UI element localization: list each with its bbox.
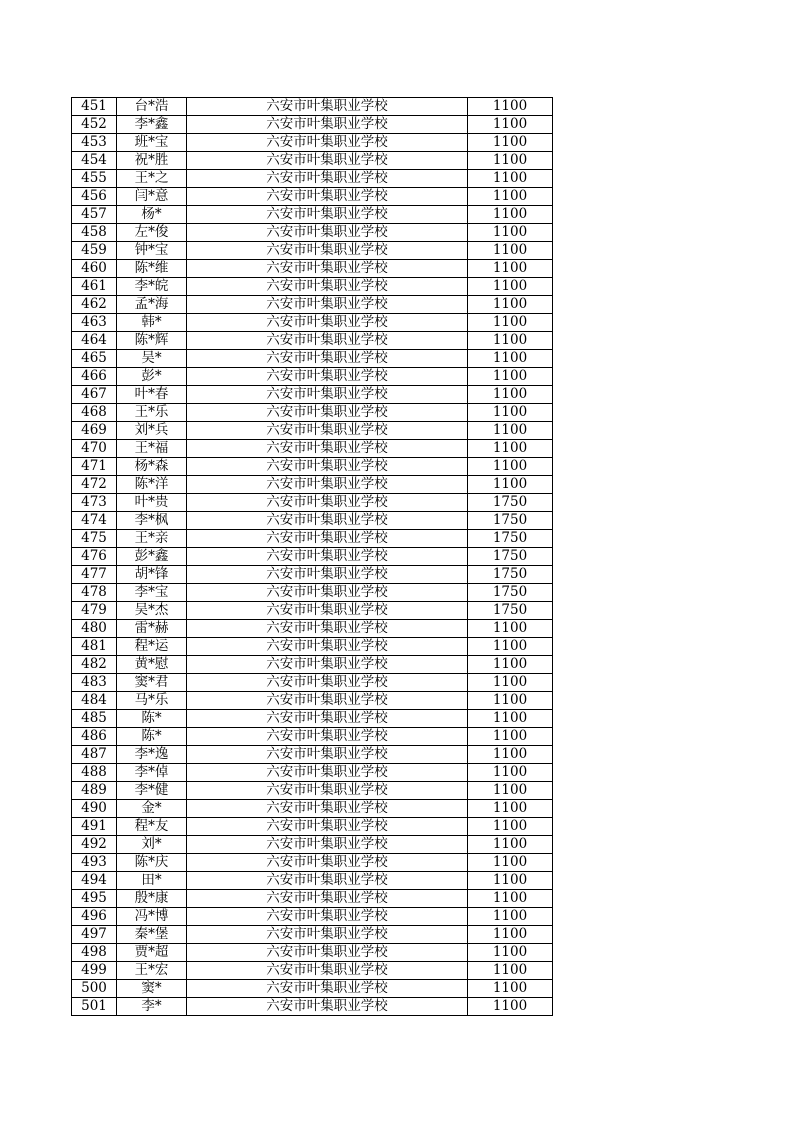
row-number-cell: 459 — [72, 242, 117, 260]
amount-cell: 1100 — [468, 152, 553, 170]
table-row — [72, 188, 553, 206]
school-name-cell: 六安市叶集职业学校 — [187, 278, 468, 296]
table-row — [72, 206, 553, 224]
amount-cell: 1100 — [468, 764, 553, 782]
student-name-cell: 吴*杰 — [117, 602, 187, 620]
table-row — [72, 818, 553, 836]
school-name-cell: 六安市叶集职业学校 — [187, 638, 468, 656]
row-number-cell: 456 — [72, 188, 117, 206]
table-row — [72, 512, 553, 530]
student-name-cell: 彭* — [117, 368, 187, 386]
school-name-cell: 六安市叶集职业学校 — [187, 548, 468, 566]
student-name-cell: 杨*森 — [117, 458, 187, 476]
school-name-cell: 六安市叶集职业学校 — [187, 152, 468, 170]
amount-cell: 1100 — [468, 314, 553, 332]
table-row — [72, 368, 553, 386]
table-row — [72, 458, 553, 476]
student-name-cell: 李*鑫 — [117, 116, 187, 134]
row-number-cell: 481 — [72, 638, 117, 656]
student-name-cell: 李*健 — [117, 782, 187, 800]
student-name-cell: 刘*兵 — [117, 422, 187, 440]
student-name-cell: 陈* — [117, 710, 187, 728]
student-name-cell: 王*宏 — [117, 962, 187, 980]
student-name-cell: 钟*宝 — [117, 242, 187, 260]
table-row — [72, 674, 553, 692]
school-name-cell: 六安市叶集职业学校 — [187, 908, 468, 926]
student-name-cell: 殷*康 — [117, 890, 187, 908]
school-name-cell: 六安市叶集职业学校 — [187, 926, 468, 944]
student-name-cell: 李*逸 — [117, 746, 187, 764]
student-name-cell: 杨* — [117, 206, 187, 224]
school-name-cell: 六安市叶集职业学校 — [187, 998, 468, 1016]
school-name-cell: 六安市叶集职业学校 — [187, 584, 468, 602]
student-name-cell: 王*福 — [117, 440, 187, 458]
table-row — [72, 638, 553, 656]
student-name-cell: 叶*贵 — [117, 494, 187, 512]
row-number-cell: 466 — [72, 368, 117, 386]
school-name-cell: 六安市叶集职业学校 — [187, 296, 468, 314]
school-name-cell: 六安市叶集职业学校 — [187, 494, 468, 512]
table-row — [72, 602, 553, 620]
table-row — [72, 908, 553, 926]
table-row — [72, 944, 553, 962]
table-row — [72, 260, 553, 278]
school-name-cell: 六安市叶集职业学校 — [187, 602, 468, 620]
school-name-cell: 六安市叶集职业学校 — [187, 746, 468, 764]
student-name-cell: 左*俊 — [117, 224, 187, 242]
student-name-cell: 李*皖 — [117, 278, 187, 296]
student-name-cell: 李*宝 — [117, 584, 187, 602]
school-name-cell: 六安市叶集职业学校 — [187, 206, 468, 224]
table-row — [72, 692, 553, 710]
table-row — [72, 800, 553, 818]
row-number-cell: 486 — [72, 728, 117, 746]
row-number-cell: 462 — [72, 296, 117, 314]
row-number-cell: 499 — [72, 962, 117, 980]
row-number-cell: 497 — [72, 926, 117, 944]
amount-cell: 1100 — [468, 350, 553, 368]
row-number-cell: 470 — [72, 440, 117, 458]
row-number-cell: 489 — [72, 782, 117, 800]
row-number-cell: 488 — [72, 764, 117, 782]
row-number-cell: 490 — [72, 800, 117, 818]
row-number-cell: 452 — [72, 116, 117, 134]
school-name-cell: 六安市叶集职业学校 — [187, 530, 468, 548]
student-name-cell: 台*浩 — [117, 98, 187, 116]
amount-cell: 1100 — [468, 818, 553, 836]
school-name-cell: 六安市叶集职业学校 — [187, 674, 468, 692]
student-name-cell: 王*乐 — [117, 404, 187, 422]
amount-cell: 1100 — [468, 656, 553, 674]
table-row — [72, 926, 553, 944]
amount-cell: 1100 — [468, 620, 553, 638]
row-number-cell: 496 — [72, 908, 117, 926]
student-name-cell: 胡*锋 — [117, 566, 187, 584]
student-name-cell: 陈*维 — [117, 260, 187, 278]
amount-cell: 1750 — [468, 584, 553, 602]
student-name-cell: 窦*君 — [117, 674, 187, 692]
student-name-cell: 马*乐 — [117, 692, 187, 710]
school-name-cell: 六安市叶集职业学校 — [187, 476, 468, 494]
amount-cell: 1100 — [468, 962, 553, 980]
row-number-cell: 480 — [72, 620, 117, 638]
amount-cell: 1750 — [468, 530, 553, 548]
school-name-cell: 六安市叶集职业学校 — [187, 980, 468, 998]
school-name-cell: 六安市叶集职业学校 — [187, 836, 468, 854]
table-row — [72, 728, 553, 746]
student-name-cell: 金* — [117, 800, 187, 818]
student-name-cell: 班*宝 — [117, 134, 187, 152]
table-row — [72, 890, 553, 908]
row-number-cell: 463 — [72, 314, 117, 332]
amount-cell: 1100 — [468, 476, 553, 494]
student-name-cell: 冯*博 — [117, 908, 187, 926]
school-name-cell: 六安市叶集职业学校 — [187, 458, 468, 476]
row-number-cell: 465 — [72, 350, 117, 368]
row-number-cell: 460 — [72, 260, 117, 278]
table-row — [72, 296, 553, 314]
table-row — [72, 170, 553, 188]
table-row — [72, 278, 553, 296]
table-row — [72, 98, 553, 116]
row-number-cell: 474 — [72, 512, 117, 530]
amount-cell: 1100 — [468, 440, 553, 458]
row-number-cell: 482 — [72, 656, 117, 674]
subsidy-table — [71, 97, 553, 1016]
student-name-cell: 秦*堡 — [117, 926, 187, 944]
row-number-cell: 455 — [72, 170, 117, 188]
row-number-cell: 476 — [72, 548, 117, 566]
school-name-cell: 六安市叶集职业学校 — [187, 764, 468, 782]
school-name-cell: 六安市叶集职业学校 — [187, 656, 468, 674]
school-name-cell: 六安市叶集职业学校 — [187, 242, 468, 260]
student-name-cell: 贾*超 — [117, 944, 187, 962]
row-number-cell: 475 — [72, 530, 117, 548]
amount-cell: 1100 — [468, 944, 553, 962]
student-name-cell: 李*枫 — [117, 512, 187, 530]
table-row — [72, 476, 553, 494]
school-name-cell: 六安市叶集职业学校 — [187, 350, 468, 368]
student-name-cell: 程*友 — [117, 818, 187, 836]
table-row — [72, 656, 553, 674]
row-number-cell: 483 — [72, 674, 117, 692]
amount-cell: 1100 — [468, 782, 553, 800]
row-number-cell: 494 — [72, 872, 117, 890]
row-number-cell: 485 — [72, 710, 117, 728]
student-name-cell: 李*倬 — [117, 764, 187, 782]
amount-cell: 1100 — [468, 728, 553, 746]
table-body — [72, 98, 553, 1016]
table-row — [72, 386, 553, 404]
amount-cell: 1750 — [468, 602, 553, 620]
row-number-cell: 495 — [72, 890, 117, 908]
row-number-cell: 477 — [72, 566, 117, 584]
amount-cell: 1750 — [468, 548, 553, 566]
amount-cell: 1100 — [468, 908, 553, 926]
school-name-cell: 六安市叶集职业学校 — [187, 224, 468, 242]
amount-cell: 1100 — [468, 800, 553, 818]
student-name-cell: 王*之 — [117, 170, 187, 188]
amount-cell: 1750 — [468, 566, 553, 584]
school-name-cell: 六安市叶集职业学校 — [187, 566, 468, 584]
row-number-cell: 484 — [72, 692, 117, 710]
school-name-cell: 六安市叶集职业学校 — [187, 386, 468, 404]
table-row — [72, 116, 553, 134]
amount-cell: 1100 — [468, 188, 553, 206]
amount-cell: 1100 — [468, 98, 553, 116]
amount-cell: 1100 — [468, 638, 553, 656]
school-name-cell: 六安市叶集职业学校 — [187, 422, 468, 440]
table-row — [72, 314, 553, 332]
amount-cell: 1100 — [468, 170, 553, 188]
amount-cell: 1100 — [468, 260, 553, 278]
row-number-cell: 501 — [72, 998, 117, 1016]
row-number-cell: 472 — [72, 476, 117, 494]
table-row — [72, 872, 553, 890]
table-row — [72, 530, 553, 548]
table-row — [72, 746, 553, 764]
school-name-cell: 六安市叶集职业学校 — [187, 332, 468, 350]
row-number-cell: 491 — [72, 818, 117, 836]
student-name-cell: 闫*意 — [117, 188, 187, 206]
row-number-cell: 498 — [72, 944, 117, 962]
table-row — [72, 620, 553, 638]
amount-cell: 1100 — [468, 836, 553, 854]
row-number-cell: 473 — [72, 494, 117, 512]
amount-cell: 1100 — [468, 746, 553, 764]
table-row — [72, 782, 553, 800]
school-name-cell: 六安市叶集职业学校 — [187, 368, 468, 386]
school-name-cell: 六安市叶集职业学校 — [187, 512, 468, 530]
amount-cell: 1100 — [468, 854, 553, 872]
student-name-cell: 黄*慰 — [117, 656, 187, 674]
school-name-cell: 六安市叶集职业学校 — [187, 98, 468, 116]
school-name-cell: 六安市叶集职业学校 — [187, 170, 468, 188]
school-name-cell: 六安市叶集职业学校 — [187, 404, 468, 422]
row-number-cell: 461 — [72, 278, 117, 296]
row-number-cell: 467 — [72, 386, 117, 404]
table-row — [72, 998, 553, 1016]
row-number-cell: 469 — [72, 422, 117, 440]
school-name-cell: 六安市叶集职业学校 — [187, 782, 468, 800]
school-name-cell: 六安市叶集职业学校 — [187, 188, 468, 206]
table-row — [72, 422, 553, 440]
table-row — [72, 584, 553, 602]
amount-cell: 1100 — [468, 872, 553, 890]
row-number-cell: 493 — [72, 854, 117, 872]
amount-cell: 1750 — [468, 512, 553, 530]
table-row — [72, 548, 553, 566]
student-name-cell: 陈*辉 — [117, 332, 187, 350]
school-name-cell: 六安市叶集职业学校 — [187, 890, 468, 908]
school-name-cell: 六安市叶集职业学校 — [187, 692, 468, 710]
table-row — [72, 332, 553, 350]
school-name-cell: 六安市叶集职业学校 — [187, 728, 468, 746]
amount-cell: 1100 — [468, 206, 553, 224]
row-number-cell: 451 — [72, 98, 117, 116]
row-number-cell: 487 — [72, 746, 117, 764]
student-name-cell: 彭*鑫 — [117, 548, 187, 566]
school-name-cell: 六安市叶集职业学校 — [187, 314, 468, 332]
student-name-cell: 窦* — [117, 980, 187, 998]
row-number-cell: 458 — [72, 224, 117, 242]
table-row — [72, 764, 553, 782]
table-row — [72, 242, 553, 260]
amount-cell: 1100 — [468, 926, 553, 944]
amount-cell: 1100 — [468, 458, 553, 476]
row-number-cell: 457 — [72, 206, 117, 224]
amount-cell: 1100 — [468, 296, 553, 314]
table-row — [72, 224, 553, 242]
student-name-cell: 王*亲 — [117, 530, 187, 548]
student-name-cell: 吴* — [117, 350, 187, 368]
student-name-cell: 程*运 — [117, 638, 187, 656]
school-name-cell: 六安市叶集职业学校 — [187, 440, 468, 458]
amount-cell: 1100 — [468, 386, 553, 404]
school-name-cell: 六安市叶集职业学校 — [187, 854, 468, 872]
student-name-cell: 陈*庆 — [117, 854, 187, 872]
student-name-cell: 孟*海 — [117, 296, 187, 314]
amount-cell: 1100 — [468, 674, 553, 692]
table-row — [72, 494, 553, 512]
school-name-cell: 六安市叶集职业学校 — [187, 116, 468, 134]
table-row — [72, 152, 553, 170]
amount-cell: 1100 — [468, 134, 553, 152]
amount-cell: 1100 — [468, 368, 553, 386]
school-name-cell: 六安市叶集职业学校 — [187, 800, 468, 818]
student-name-cell: 雷*赫 — [117, 620, 187, 638]
amount-cell: 1100 — [468, 224, 553, 242]
student-name-cell: 刘* — [117, 836, 187, 854]
row-number-cell: 478 — [72, 584, 117, 602]
table-row — [72, 854, 553, 872]
student-name-cell: 李* — [117, 998, 187, 1016]
row-number-cell: 454 — [72, 152, 117, 170]
amount-cell: 1100 — [468, 890, 553, 908]
student-name-cell: 陈*洋 — [117, 476, 187, 494]
amount-cell: 1100 — [468, 692, 553, 710]
school-name-cell: 六安市叶集职业学校 — [187, 710, 468, 728]
amount-cell: 1750 — [468, 494, 553, 512]
row-number-cell: 479 — [72, 602, 117, 620]
amount-cell: 1100 — [468, 242, 553, 260]
student-name-cell: 陈* — [117, 728, 187, 746]
school-name-cell: 六安市叶集职业学校 — [187, 962, 468, 980]
school-name-cell: 六安市叶集职业学校 — [187, 260, 468, 278]
table-row — [72, 440, 553, 458]
school-name-cell: 六安市叶集职业学校 — [187, 818, 468, 836]
amount-cell: 1100 — [468, 278, 553, 296]
table-row — [72, 404, 553, 422]
amount-cell: 1100 — [468, 710, 553, 728]
table-row — [72, 962, 553, 980]
table-row — [72, 836, 553, 854]
student-name-cell: 祝*胜 — [117, 152, 187, 170]
amount-cell: 1100 — [468, 332, 553, 350]
row-number-cell: 464 — [72, 332, 117, 350]
amount-cell: 1100 — [468, 116, 553, 134]
table-row — [72, 980, 553, 998]
table-row — [72, 710, 553, 728]
school-name-cell: 六安市叶集职业学校 — [187, 872, 468, 890]
amount-cell: 1100 — [468, 422, 553, 440]
school-name-cell: 六安市叶集职业学校 — [187, 134, 468, 152]
amount-cell: 1100 — [468, 998, 553, 1016]
table-row — [72, 566, 553, 584]
student-name-cell: 田* — [117, 872, 187, 890]
row-number-cell: 468 — [72, 404, 117, 422]
table-row — [72, 350, 553, 368]
amount-cell: 1100 — [468, 404, 553, 422]
student-name-cell: 叶*春 — [117, 386, 187, 404]
table-row — [72, 134, 553, 152]
amount-cell: 1100 — [468, 980, 553, 998]
school-name-cell: 六安市叶集职业学校 — [187, 620, 468, 638]
school-name-cell: 六安市叶集职业学校 — [187, 944, 468, 962]
row-number-cell: 492 — [72, 836, 117, 854]
row-number-cell: 500 — [72, 980, 117, 998]
row-number-cell: 453 — [72, 134, 117, 152]
row-number-cell: 471 — [72, 458, 117, 476]
student-name-cell: 韩* — [117, 314, 187, 332]
